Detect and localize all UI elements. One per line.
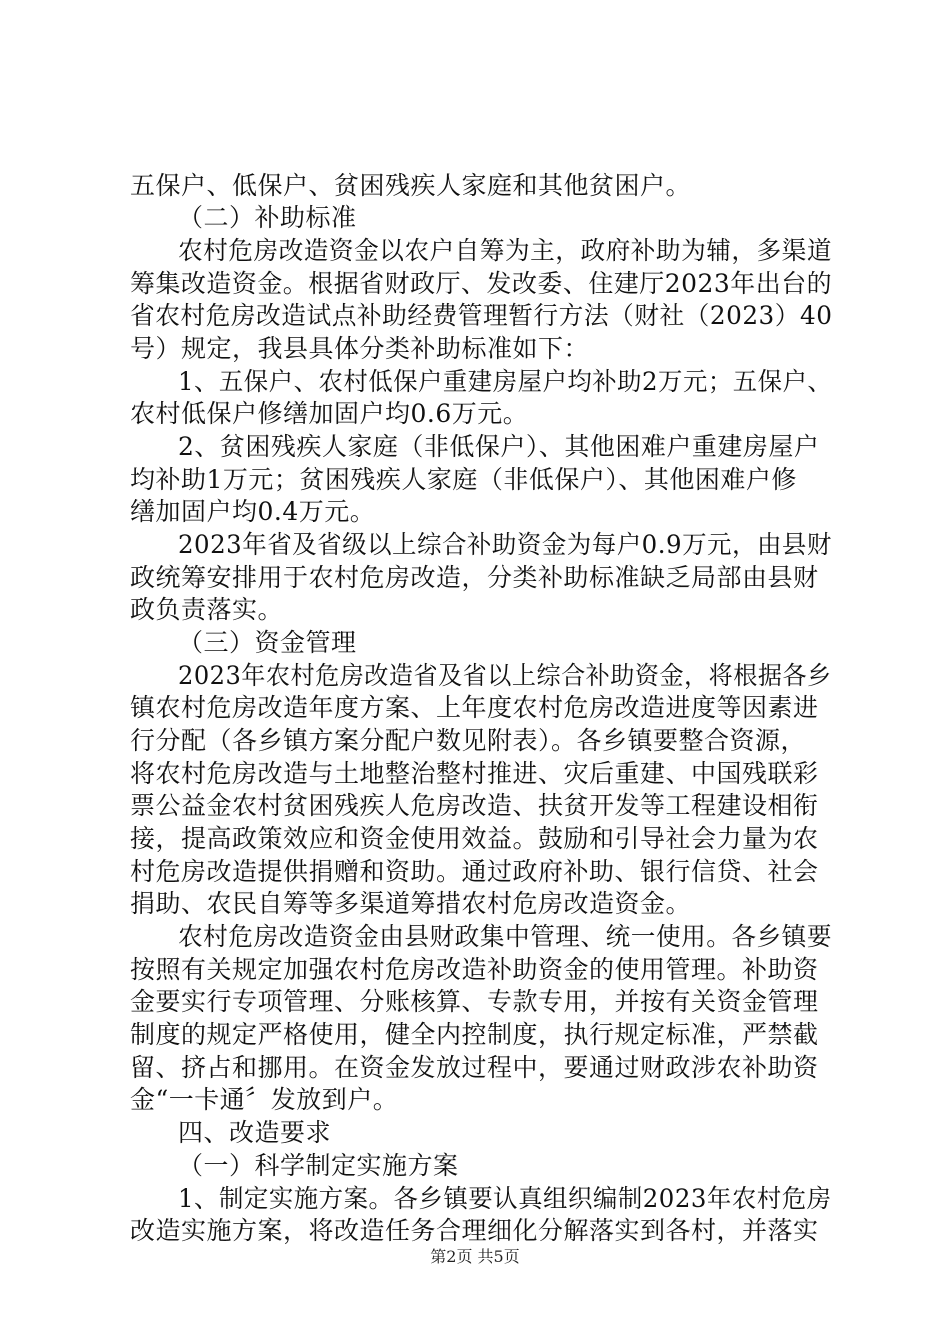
- text-line: 农村低保户修缮加固户均0.6万元。: [130, 399, 529, 428]
- text-line: 农村危房改造资金由县财政集中管理、统一使用。各乡镇要: [178, 922, 832, 951]
- text-line: 2、贫困残疾人家庭（非低保户）、其他困难户重建房屋户: [178, 432, 820, 461]
- text-line: 号）规定，我县具体分类补助标准如下：: [130, 334, 590, 363]
- text-line: 1、五保户、农村低保户重建房屋户均补助2万元；五保户、: [178, 367, 833, 396]
- text-line: 票公益金农村贫困残疾人危房改造、扶贫开发等工程建设相衔: [130, 791, 819, 820]
- text-line: 2023年省及省级以上综合补助资金为每户0.9万元，由县财: [178, 530, 832, 559]
- section-heading: （一）科学制定实施方案: [178, 1151, 459, 1180]
- text-line: 金“一卡通〞发放到户。: [130, 1085, 399, 1114]
- text-line: 缮加固户均0.4万元。: [130, 497, 376, 526]
- text-line: 按照有关规定加强农村危房改造补助资金的使用管理。补助资: [130, 955, 819, 984]
- text-line: 政统筹安排用于农村危房改造，分类补助标准缺乏局部由县财: [130, 563, 819, 592]
- text-line: 1、制定实施方案。各乡镇要认真组织编制2023年农村危房: [178, 1184, 832, 1213]
- text-line: 接，提高政策效应和资金使用效益。鼓励和引导社会力量为农: [130, 824, 819, 853]
- section-heading: （二）补助标准: [178, 203, 357, 232]
- text-line: 改造实施方案，将改造任务合理细化分解落实到各村，并落实: [130, 1216, 819, 1245]
- text-line: 捐助、农民自筹等多渠道筹措农村危房改造资金。: [130, 889, 692, 918]
- section-heading: （三）资金管理: [178, 628, 357, 657]
- text-line: 金要实行专项管理、分账核算、专款专用，并按有关资金管理: [130, 987, 819, 1016]
- page-number: 第2页 共5页: [430, 1247, 520, 1266]
- text-line: 农村危房改造资金以农户自筹为主，政府补助为辅，多渠道: [178, 236, 832, 265]
- text-line: 均补助1万元；贫困残疾人家庭（非低保户）、其他困难户修: [130, 465, 797, 494]
- text-line: 村危房改造提供捐赠和资助。通过政府补助、银行信贷、社会: [130, 857, 819, 886]
- section-heading: 四、改造要求: [178, 1118, 332, 1147]
- text-line: 五保户、低保户、贫困残疾人家庭和其他贫困户。: [130, 171, 692, 200]
- text-line: 制度的规定严格使用，健全内控制度，执行规定标准，严禁截: [130, 1020, 819, 1049]
- text-line: 筹集改造资金。根据省财政厅、发改委、住建厅2023年出台的: [130, 269, 833, 298]
- text-line: 省农村危房改造试点补助经费管理暂行方法（财社（2023）40: [130, 301, 833, 330]
- text-line: 镇农村危房改造年度方案、上年度农村危房改造进度等因素进: [130, 693, 819, 722]
- text-line: 将农村危房改造与土地整治整村推进、灾后重建、中国残联彩: [130, 759, 819, 788]
- text-line: 2023年农村危房改造省及省以上综合补助资金，将根据各乡: [178, 661, 832, 690]
- text-line: 留、挤占和挪用。在资金发放过程中，要通过财政涉农补助资: [130, 1053, 819, 1082]
- text-line: 政负责落实。: [130, 595, 284, 624]
- text-line: 行分配（各乡镇方案分配户数见附表）。各乡镇要整合资源，: [130, 726, 807, 755]
